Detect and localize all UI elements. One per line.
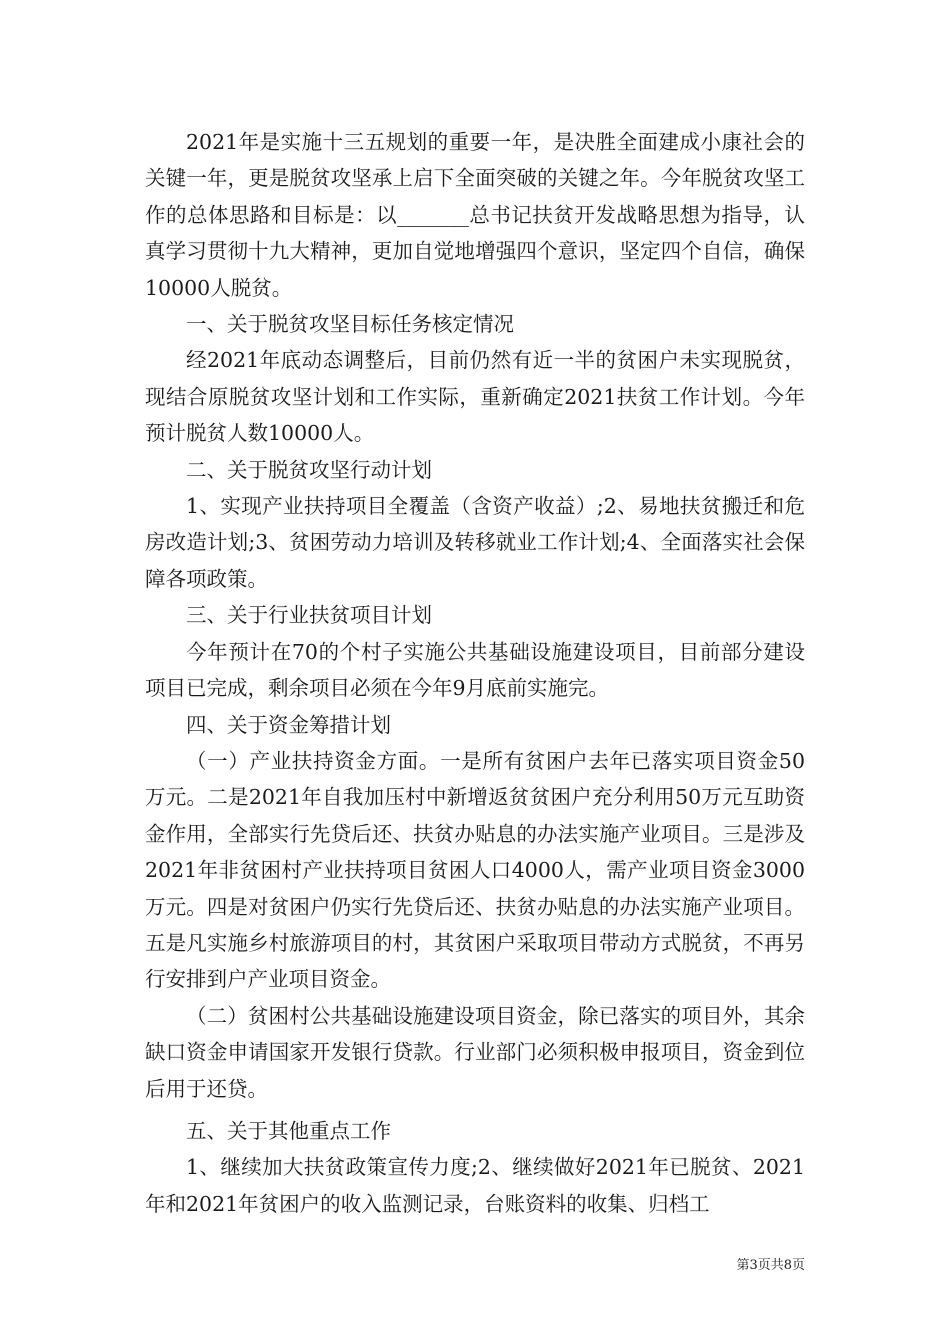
section-1-paragraph: 经2021年底动态调整后，目前仍然有近一半的贫困户未实现脱贫，现结合原脱贫攻坚计划和工作实际，重新确定2021扶贫工作计划。今年预计脱贫人数10000人。 [145,348,805,446]
document-body [145,124,805,1222]
section-4-paragraph-1: （一）产业扶持资金方面。一是所有贫困户去年已落实项目资金50万元。二是2021年自我加压村中新增返贫贫困户充分利用50万元互助资金作用，全部实行先贷后还、扶贫办贴息的办法实施产业项目。三是涉及2021年非贫困村产业扶持项目贫困人口4000人，需产业项目资金3000万元。四是对贫困户仍实行先贷后还、扶贫办贴息的办法实施产业项目。五是凡实施乡村旅游项目的村，其贫困户采取项目带动方式脱贫，不再另行安排到户产业项目资金。 [145,748,805,992]
section-5-paragraph: 1、继续加大扶贫政策宣传力度;2、继续做好2021年已脱贫、2021年和2021年贫困户的收入监测记录，台账资料的收集、归档工 [145,1155,805,1216]
section-4-paragraph-2: （二）贫困村公共基础设施建设项目资金，除已落实的项目外，其余缺口资金申请国家开发银行贷款。行业部门必须积极申报项目，资金到位后用于还贷。 [145,1003,805,1101]
section-heading-1: 一、关于脱贫攻坚目标任务核定情况 [186,312,514,337]
page-number-footer: 第3页共8页 [736,1258,805,1273]
section-heading-3: 三、关于行业扶贫项目计划 [186,603,432,628]
section-2-paragraph: 1、实现产业扶持项目全覆盖（含资产收益）;2、易地扶贫搬迁和危房改造计划;3、贫困劳动力培训及转移就业工作计划;4、全面落实社会保障各项政策。 [145,494,805,591]
section-3-paragraph: 今年预计在70的个村子实施公共基础设施建设项目，目前部分建设项目已完成，剩余项目必须在今年9月底前实施完。 [145,639,805,701]
section-heading-2: 二、关于脱贫攻坚行动计划 [186,457,432,482]
section-heading-4: 四、关于资金筹措计划 [186,712,391,737]
section-heading-5: 五、关于其他重点工作 [186,1118,391,1143]
intro-paragraph: 2021年是实施十三五规划的重要一年，是决胜全面建成小康社会的关键一年，更是脱贫攻坚承上启下全面突破的关键之年。今年脱贫攻坚工作的总体思路和目标是：以_______总书记扶贫开发战略思想为指导，认真学习贯彻十九大精神，更加自觉地增强四个意识，坚定四个自信，确保10000人脱贫。 [145,130,805,300]
